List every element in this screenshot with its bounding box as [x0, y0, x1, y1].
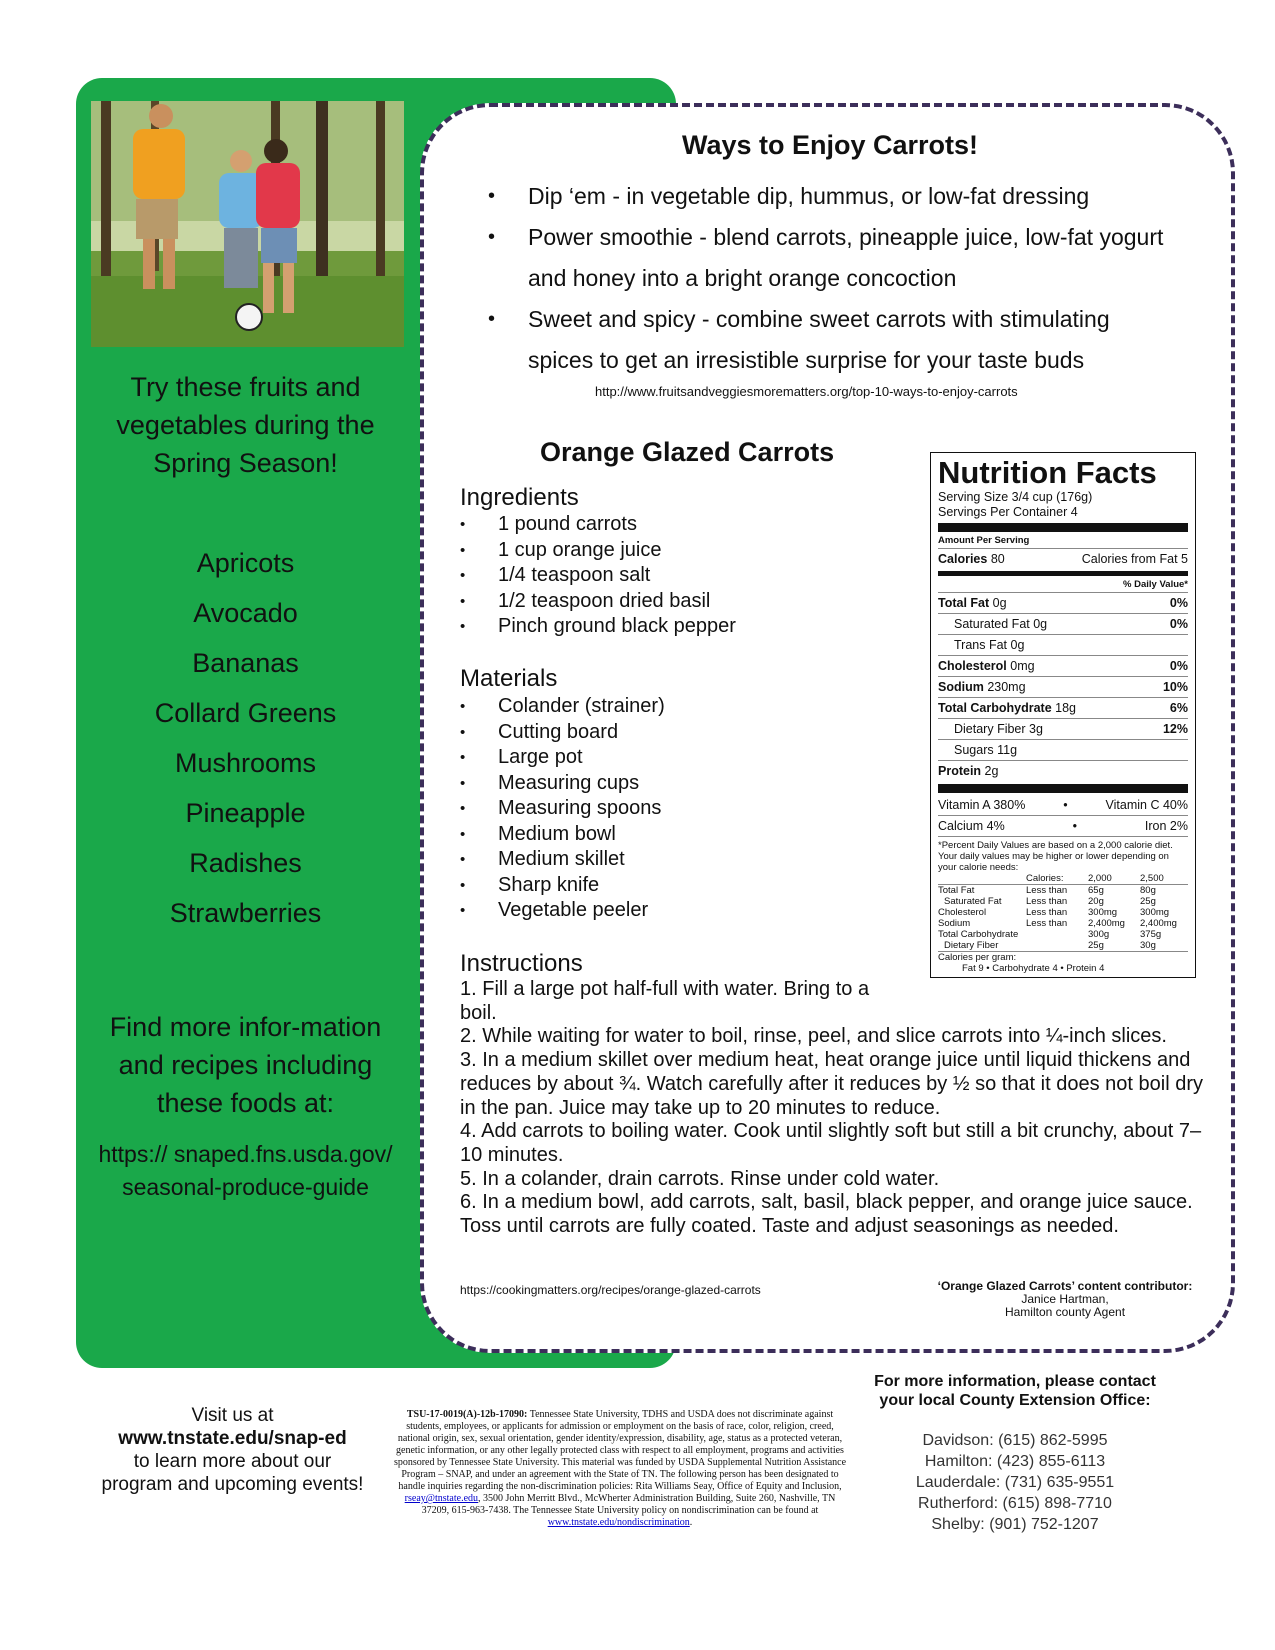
recipe-contributor — [935, 1280, 1195, 1319]
county-office-list — [860, 1430, 1170, 1535]
dv-col: 2,500 — [1140, 873, 1164, 884]
nutrient-dv: 0% — [1169, 659, 1188, 673]
nutrient-label: Saturated Fat — [954, 617, 1030, 631]
servings-per-container: Servings Per Container 4 — [938, 505, 1078, 519]
daily-value-footnote: *Percent Daily Values are based on a 2,000 calorie diet. Your daily values may be higher or lower depending on your calorie needs: — [938, 840, 1173, 873]
instruction-step: 6. In a medium bowl, add carrots, salt, basil, black pepper, and orange juice sauce. Toss until carrots are fully coated. Taste and adjust seasonings as needed. — [460, 1191, 1193, 1238]
dv-col: Calories: — [1026, 873, 1064, 884]
vitamin-a: Vitamin A 380% — [938, 798, 1026, 812]
nutrient-amount: 0mg — [1010, 659, 1035, 673]
material-item: • Large pot — [460, 745, 860, 771]
ways-item: • Power smoothie - blend carrots, pineapple juice, low-fat yogurt and honey into a bright orange concoction — [480, 217, 1180, 299]
instruction-step: 2. While waiting for water to boil, rinse, peel, and slice carrots into ¼-inch slices. — [460, 1025, 1167, 1048]
fiber-row — [938, 719, 1188, 739]
sodium-row — [938, 677, 1188, 697]
family-soccer-photo — [91, 101, 404, 347]
ways-to-enjoy-title: Ways to Enjoy Carrots! — [681, 130, 979, 160]
nutrient-amount: 18g — [1055, 701, 1077, 715]
vitamin-c: Vitamin C 40% — [1105, 798, 1188, 812]
material-item: • Colander (strainer) — [460, 694, 860, 720]
produce-item: Avocado — [193, 598, 298, 628]
minerals-row — [938, 816, 1188, 836]
nutrient-label: Trans Fat — [954, 638, 1008, 652]
nutrient-amount: 2g — [984, 764, 999, 778]
produce-item: Radishes — [189, 848, 302, 878]
material-item: • Measuring spoons — [460, 796, 860, 822]
sidebar-content — [92, 360, 399, 1204]
contributor-label: ‘Orange Glazed Carrots’ content contributor: — [937, 1279, 1193, 1293]
instruction-step: 1. Fill a large pot half-full with water. Bring to a boil. — [460, 978, 870, 1024]
contributor-role: Hamilton county Agent — [1004, 1305, 1126, 1319]
contact-block — [860, 1372, 1170, 1551]
nutrient-label: Dietary Fiber — [954, 722, 1026, 736]
nutrient-label: Total Carbohydrate — [938, 701, 1052, 715]
calories-value: 80 — [990, 552, 1005, 566]
material-item: • Measuring cups — [460, 771, 860, 797]
daily-value-header: % Daily Value* — [1123, 579, 1188, 590]
bullet: • — [1072, 819, 1077, 833]
snap-ed-url[interactable]: www.tnstate.edu/snap-ed — [118, 1428, 347, 1449]
daily-value-table: Total Fat Less than 65g 80g Saturated Fat Less than 20g 25g Cholesterol Less than 300mg 300mg Sodium Less than 2,400mg 2,400mg Total Carbohydrate 300g 375g Dietary Fiber 25g 30g — [938, 885, 1177, 951]
calories-per-gram: Fat 9 • Carbohydrate 4 • Protein 4 — [962, 963, 1105, 974]
ingredient-item: • 1 cup orange juice — [460, 538, 860, 564]
ways-item: • Dip ‘em - in vegetable dip, hummus, or low-fat dressing — [480, 176, 1180, 217]
ingredient-item: • 1/2 teaspoon dried basil — [460, 589, 860, 615]
instruction-step: 4. Add carrots to boiling water. Cook until slightly soft but still a bit crunchy, about 7–10 minutes. — [460, 1120, 1202, 1166]
calories-label: Calories — [938, 552, 988, 566]
nutrient-amount: 0g — [1033, 617, 1048, 631]
email-link[interactable]: rseay@tnstate.edu — [404, 1493, 479, 1504]
sat-fat-row — [938, 614, 1188, 634]
legal-text: Tennessee State University, TDHS and USDA does not discriminate against students, employees, or applicants for admission or employment on the basis of race, color, religion, creed, national origin, sex, sexual orientation, gender identity/expression, disability, age, status as a protected veteran, genetic information, or any other legally protected class with respect to all employment, programs and activities sponsored by Tennessee State University. This material was funded by USDA Supplemental Nutrition Assistance Program – SNAP, and under an agreement with the State of TN. The following person has been designated to handle inquiries regarding the non-discrimination policies: Rita Williams Seay, Office of Equity and Inclusion, — [393, 1409, 847, 1492]
nutrient-amount: 230mg — [987, 680, 1026, 694]
visit-pre: Visit us at — [191, 1405, 274, 1426]
nutrient-label: Sugars — [954, 743, 994, 757]
nutrient-dv: 10% — [1162, 680, 1188, 694]
photo-illustration — [91, 101, 404, 347]
legal-text: . — [689, 1517, 693, 1528]
produce-list — [92, 538, 399, 938]
county-office: Lauderdale: (731) 635-9551 — [915, 1474, 1115, 1491]
divider — [938, 571, 1188, 576]
nondiscrimination-statement — [390, 1409, 850, 1529]
amount-per-serving: Amount Per Serving — [938, 535, 1030, 546]
material-item: • Medium skillet — [460, 847, 860, 873]
nutrient-label: Protein — [938, 764, 982, 778]
ways-item: • Sweet and spicy - combine sweet carrots with stimulating spices to get an irresistible surprise for your taste buds — [480, 299, 1180, 381]
iron: Iron 2% — [1144, 819, 1188, 833]
nutrient-label: Cholesterol — [938, 659, 1007, 673]
ingredient-item: • 1 pound carrots — [460, 512, 860, 538]
calories-row — [938, 549, 1188, 569]
daily-value-table-header — [938, 873, 1188, 884]
divider — [938, 784, 1188, 793]
nutrient-dv: 0% — [1169, 596, 1188, 610]
materials-heading: Materials — [460, 665, 558, 692]
instructions-list — [460, 978, 1220, 1239]
visit-post: to learn more about our program and upcoming events! — [101, 1451, 364, 1495]
ways-list — [480, 176, 1180, 381]
produce-item: Strawberries — [169, 898, 322, 928]
instructions-heading: Instructions — [460, 950, 583, 977]
nutrient-amount: 0g — [1010, 638, 1025, 652]
recipe-title: Orange Glazed Carrots — [540, 437, 835, 467]
bullet: • — [1063, 798, 1068, 812]
carbohydrate-row — [938, 698, 1188, 718]
nutrient-amount: 3g — [1029, 722, 1043, 736]
county-office: Shelby: (901) 752-1207 — [931, 1516, 1099, 1533]
produce-item: Apricots — [196, 548, 295, 578]
protein-row — [938, 761, 1188, 781]
ingredient-item: • 1/4 teaspoon salt — [460, 563, 860, 589]
county-office: Rutherford: (615) 898-7710 — [918, 1495, 1112, 1512]
nutrition-title: Nutrition Facts — [938, 455, 1157, 490]
calories-from-fat: Calories from Fat 5 — [1081, 552, 1188, 566]
spring-season-heading: Try these fruits and vegetables during the Spring Season! — [116, 372, 375, 478]
nutrient-label: Total Fat — [938, 596, 990, 610]
material-item: • Sharp knife — [460, 873, 860, 899]
seasonal-produce-guide-link[interactable]: https:// snaped.fns.usda.gov/ seasonal-produce-guide — [98, 1141, 393, 1200]
vitamins-row — [938, 795, 1188, 815]
cholesterol-row — [938, 656, 1188, 676]
nutrient-dv: 6% — [1169, 701, 1188, 715]
contact-heading: For more information, please contact your local County Extension Office: — [874, 1373, 1156, 1409]
visit-us-block — [100, 1404, 365, 1496]
nondiscrimination-link[interactable]: www.tnstate.edu/nondiscrimination — [547, 1517, 690, 1528]
instruction-step: 5. In a colander, drain carrots. Rinse under cold water. — [460, 1167, 940, 1190]
materials-list — [460, 694, 860, 924]
ingredients-list — [460, 512, 860, 640]
nutrient-label: Sodium — [938, 680, 984, 694]
ways-source-link[interactable]: http://www.fruitsandveggiesmorematters.org/top-10-ways-to-enjoy-carrots — [595, 384, 1018, 399]
nutrition-facts-label — [930, 452, 1196, 978]
nutrient-dv: 12% — [1162, 722, 1188, 736]
material-item: • Cutting board — [460, 720, 860, 746]
calories-per-gram-label: Calories per gram: — [938, 952, 1017, 963]
produce-item: Mushrooms — [174, 748, 317, 778]
produce-item: Pineapple — [185, 798, 306, 828]
legal-text: , 3500 John Merritt Blvd., McWherter Administration Building, Suite 260, Nashville, TN 37209, 615-963-7438. The Tennessee State University policy on nondiscrimination can be found at — [421, 1493, 836, 1516]
nutrient-dv: 0% — [1169, 617, 1188, 631]
county-office: Davidson: (615) 862-5995 — [922, 1432, 1108, 1449]
sugars-row — [938, 740, 1188, 760]
serving-size: Serving Size 3/4 cup (176g) — [938, 490, 1093, 504]
material-item: • Vegetable peeler — [460, 898, 860, 924]
total-fat-row — [938, 593, 1188, 613]
produce-item: Bananas — [192, 648, 299, 678]
divider — [938, 523, 1188, 532]
trans-fat-row — [938, 635, 1188, 655]
material-item: • Medium bowl — [460, 822, 860, 848]
instruction-step: 3. In a medium skillet over medium heat, heat orange juice until liquid thickens and reduces by about ¾. Watch carefully after it reduces by ½ so that it does not boil dry in the pan. Juice may take up to 20 minutes to reduce. — [460, 1049, 1203, 1119]
recipe-source-link[interactable]: https://cookingmatters.org/recipes/orange-glazed-carrots — [460, 1283, 761, 1297]
nutrient-amount: 0g — [992, 596, 1007, 610]
dv-col: 2,000 — [1088, 873, 1112, 884]
produce-item: Collard Greens — [154, 698, 337, 728]
legal-code: TSU-17-0019(A)-12b-17090: — [406, 1409, 528, 1420]
calcium: Calcium 4% — [938, 819, 1005, 833]
contributor-name: Janice Hartman, — [1021, 1292, 1109, 1306]
nutrient-amount: 11g — [997, 743, 1018, 757]
ingredients-heading: Ingredients — [460, 484, 579, 511]
county-office: Hamilton: (423) 855-6113 — [924, 1453, 1106, 1470]
find-more-text: Find more infor-mation and recipes including these foods at: — [109, 1012, 382, 1118]
ingredient-item: • Pinch ground black pepper — [460, 614, 860, 640]
